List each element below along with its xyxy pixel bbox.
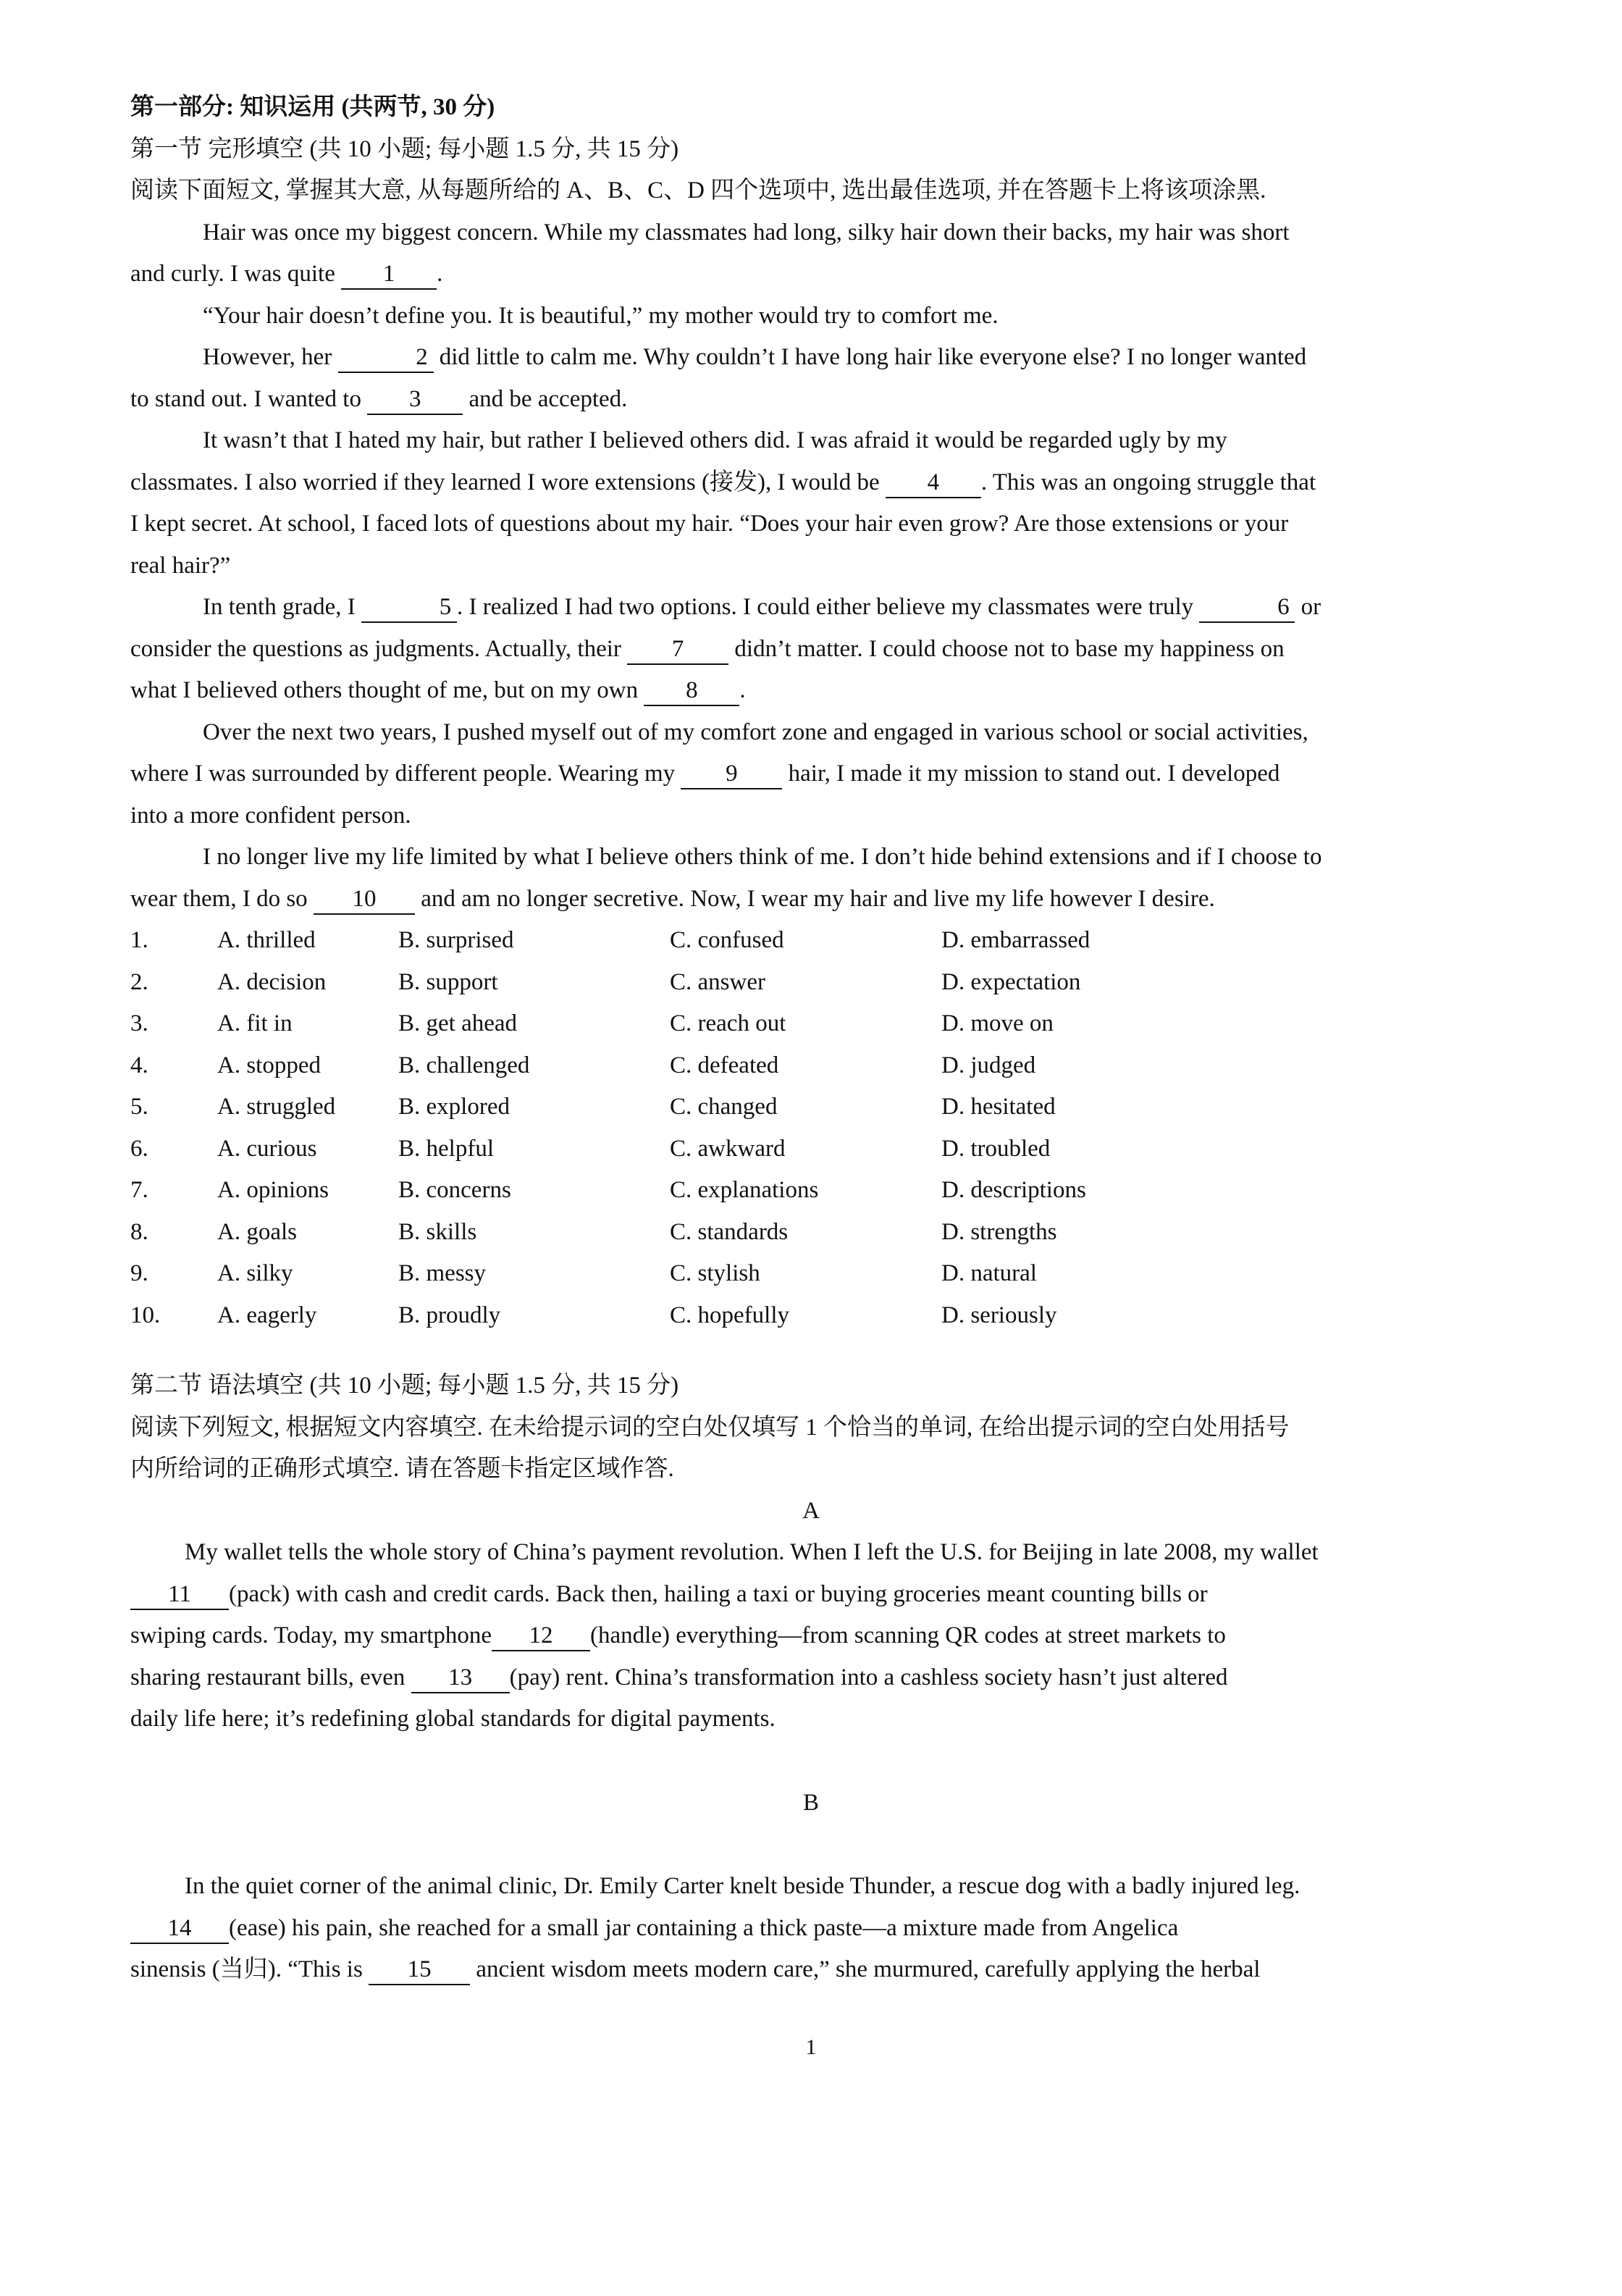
option-a[interactable]: A. thrilled [217, 927, 316, 953]
option-c[interactable]: C. explanations [670, 1177, 819, 1203]
option-d[interactable]: D. move on [941, 1010, 1054, 1036]
passage-line: It wasn’t that I hated my hair, but rather I believed others did. I was afraid it would be regarded ugly by my [203, 427, 1227, 453]
grammar-passage-b [130, 1866, 1492, 1991]
passage-line: 11 (pack) with cash and credit cards. Back then, hailing a taxi or buying groceries meant counting bills or [130, 1574, 1492, 1616]
grammar-passage-a [130, 1532, 1492, 1740]
passage-line: I no longer live my life limited by what I believe others think of me. I don’t hide behind extensions and if I choose to [203, 844, 1322, 870]
option-a[interactable]: A. curious [217, 1135, 317, 1162]
grammar-blank: 12 [492, 1621, 590, 1651]
passage-line: what I believed others thought of me, but on my own 8 . [130, 670, 1492, 712]
cloze-blank: 10 [314, 884, 415, 915]
option-d[interactable]: D. judged [941, 1052, 1036, 1078]
option-b[interactable]: B. get ahead [398, 1010, 518, 1036]
option-row: 1. A. thrilled B. surprised C. confused D. embarrassed [130, 920, 1492, 962]
passage-line: wear them, I do so 10 and am no longer secretive. Now, I wear my hair and live my life however I desire. [130, 879, 1492, 921]
option-row: 2. A. decision B. support C. answer D. expectation [130, 962, 1492, 1004]
option-b[interactable]: B. skills [398, 1218, 477, 1245]
passage-line: However, her 2 did little to calm me. Why couldn’t I have long hair like everyone else? I no longer wanted [130, 337, 1492, 379]
option-row: 4. A. stopped B. challenged C. defeated D. judged [130, 1045, 1492, 1087]
option-c[interactable]: C. awkward [670, 1135, 786, 1162]
option-c[interactable]: C. changed [670, 1094, 778, 1120]
cloze-blank: 4 [886, 468, 981, 498]
cloze-blank: 2 [338, 343, 434, 373]
passage-line: Hair was once my biggest concern. While my classmates had long, silky hair down their backs, my hair was short [203, 219, 1290, 246]
cloze-passage [130, 212, 1492, 921]
passage-line: where I was surrounded by different people. Wearing my 9 hair, I made it my mission to stand out. I developed [130, 753, 1492, 795]
option-d[interactable]: D. descriptions [941, 1177, 1086, 1203]
option-a[interactable]: A. struggled [217, 1094, 336, 1120]
option-b[interactable]: B. helpful [398, 1135, 494, 1162]
option-c[interactable]: C. confused [670, 927, 784, 953]
option-b[interactable]: B. explored [398, 1094, 510, 1120]
passage-line: I kept secret. At school, I faced lots of questions about my hair. “Does your hair even grow? Are those extensions or your [130, 511, 1289, 537]
page-number: 1 [805, 2035, 817, 2059]
option-d[interactable]: D. troubled [941, 1135, 1051, 1162]
section1-instruction: 阅读下面短文, 掌握其大意, 从每题所给的 A、B、C、D 四个选项中, 选出最佳选项, 并在答题卡上将该项涂黑. [130, 177, 1266, 204]
cloze-blank: 8 [644, 676, 739, 706]
passage-line: “Your hair doesn’t define you. It is beautiful,” my mother would try to comfort me. [203, 302, 999, 329]
option-b[interactable]: B. messy [398, 1260, 487, 1286]
option-b[interactable]: B. support [398, 968, 498, 995]
cloze-blank: 3 [367, 385, 463, 415]
passage-line: swiping cards. Today, my smartphone 12 (handle) everything—from scanning QR codes at street markets to [130, 1615, 1492, 1657]
cloze-blank: 7 [627, 634, 728, 665]
option-c[interactable]: C. reach out [670, 1010, 786, 1036]
part-heading: 第一部分: 知识运用 (共两节, 30 分) [130, 94, 495, 120]
passage-line: My wallet tells the whole story of China’s payment revolution. When I left the U.S. for Beijing in late 2008, my wallet [185, 1539, 1319, 1565]
option-row: 8. A. goals B. skills C. standards D. strengths [130, 1212, 1492, 1254]
option-b[interactable]: B. surprised [398, 927, 514, 953]
option-d[interactable]: D. seriously [941, 1302, 1057, 1328]
passage-line: Over the next two years, I pushed myself out of my comfort zone and engaged in various school or social activities, [203, 718, 1308, 745]
passage-b-label: B [802, 1789, 819, 1816]
option-b[interactable]: B. proudly [398, 1302, 501, 1328]
option-a[interactable]: A. silky [217, 1260, 293, 1286]
option-row: 7. A. opinions B. concerns C. explanations D. descriptions [130, 1170, 1492, 1212]
grammar-blank: 11 [130, 1580, 229, 1610]
cloze-blank: 9 [681, 759, 782, 789]
option-a[interactable]: A. eagerly [217, 1302, 317, 1328]
section2-instruction: 阅读下列短文, 根据短文内容填空. 在未给提示词的空白处仅填写 1 个恰当的单词, 在给出提示词的空白处用括号 [130, 1414, 1290, 1441]
passage-line: 14 (ease) his pain, she reached for a small jar containing a thick paste—a mixture made from Angelica [130, 1908, 1492, 1950]
option-d[interactable]: D. expectation [941, 968, 1081, 995]
option-b[interactable]: B. concerns [398, 1177, 511, 1203]
cloze-blank: 5 [361, 592, 457, 623]
passage-line: sharing restaurant bills, even 13 (pay) rent. China’s transformation into a cashless society hasn’t just altered [130, 1657, 1492, 1699]
passage-line: sinensis (当归). “This is 15 ancient wisdom meets modern care,” she murmured, carefully applying the herbal [130, 1949, 1492, 1991]
option-c[interactable]: C. stylish [670, 1260, 760, 1286]
option-d[interactable]: D. hesitated [941, 1094, 1056, 1120]
passage-line: into a more confident person. [130, 802, 411, 829]
option-c[interactable]: C. answer [670, 968, 765, 995]
exam-page [130, 87, 1492, 1991]
cloze-blank: 6 [1199, 592, 1295, 623]
section1-heading: 第一节 完形填空 (共 10 小题; 每小题 1.5 分, 共 15 分) [130, 135, 679, 162]
option-row: 10. A. eagerly B. proudly C. hopefully D. seriously [130, 1295, 1492, 1337]
grammar-blank: 14 [130, 1914, 229, 1944]
passage-line: classmates. I also worried if they learned I wore extensions (接发), I would be 4 . This was an ongoing struggle that [130, 462, 1492, 504]
option-a[interactable]: A. opinions [217, 1177, 329, 1203]
passage-line: real hair?” [130, 552, 231, 579]
option-row: 9. A. silky B. messy C. stylish D. natural [130, 1253, 1492, 1295]
option-c[interactable]: C. hopefully [670, 1302, 789, 1328]
option-a[interactable]: A. stopped [217, 1052, 321, 1078]
option-c[interactable]: C. standards [670, 1218, 789, 1245]
option-d[interactable]: D. natural [941, 1260, 1037, 1286]
options-table [130, 920, 1492, 1336]
option-row: 6. A. curious B. helpful C. awkward D. troubled [130, 1128, 1492, 1170]
option-c[interactable]: C. defeated [670, 1052, 779, 1078]
grammar-blank: 15 [369, 1955, 470, 1985]
option-d[interactable]: D. strengths [941, 1218, 1057, 1245]
section2-instruction: 内所给词的正确形式填空. 请在答题卡指定区域作答. [130, 1456, 674, 1482]
passage-line: In tenth grade, I 5 . I realized I had two options. I could either believe my classmates were truly 6 or [130, 587, 1492, 629]
passage-line: In the quiet corner of the animal clinic, Dr. Emily Carter knelt beside Thunder, a rescue dog with a badly injured leg. [185, 1873, 1300, 1899]
passage-line: consider the questions as judgments. Actually, their 7 didn’t matter. I could choose not to base my happiness on [130, 629, 1492, 671]
option-row: 3. A. fit in B. get ahead C. reach out D. move on [130, 1003, 1492, 1045]
option-a[interactable]: A. fit in [217, 1010, 293, 1036]
option-row: 5. A. struggled B. explored C. changed D. hesitated [130, 1086, 1492, 1128]
option-a[interactable]: A. decision [217, 968, 327, 995]
section2-heading: 第二节 语法填空 (共 10 小题; 每小题 1.5 分, 共 15 分) [130, 1373, 679, 1399]
option-b[interactable]: B. challenged [398, 1052, 530, 1078]
grammar-blank: 13 [411, 1663, 510, 1693]
passage-line: and curly. I was quite 1 . [130, 254, 1492, 296]
option-a[interactable]: A. goals [217, 1218, 297, 1245]
cloze-blank: 1 [341, 259, 437, 290]
passage-line: to stand out. I wanted to 3 and be accepted. [130, 379, 1492, 421]
option-d[interactable]: D. embarrassed [941, 927, 1091, 953]
passage-line: daily life here; it’s redefining global standards for digital payments. [130, 1706, 776, 1732]
passage-a-label: A [802, 1497, 820, 1524]
